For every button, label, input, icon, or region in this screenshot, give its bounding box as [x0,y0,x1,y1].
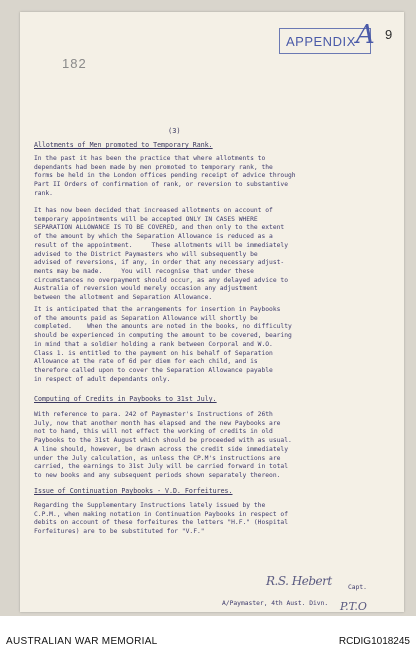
paragraph-allotments-1: In the past it has been the practice that where allotments to dependants had been made by men promoted to temporary rank, the forms be held in the London offices pending receipt of advice through Part II Orders of confirmation of rank, or reversion to substantive rank. [34,155,296,197]
paragraph-continuation-paybooks: Regarding the Supplementary Instructions lately issued by the C.P.M., when making notation in Continuation Paybooks in respect of debits on account of these forfeitures the letters "H.F." (Hospital Forfeitures) are to be substituted for "V.F." [34,502,289,536]
record-id: RCDIG1018245 [338,636,410,647]
paragraph-computing-credits: With reference to para. 242 of Paymaster's Instructions of 26th July, now that another month has elapsed and the new Paybooks are not to hand, this will not effect the working of credits in old Paybooks to the 31st August which should be proceeded with as usual. A line should, however, be drawn across the credit side immediately under the July calculation, as unless the CP.M's instructions are carried, the earnings to 31st July will be carried forward in total to new books and any subsequent periods shown separately thereon. [34,411,292,479]
page-number: 9 [385,27,393,42]
signature-office: A/Paymaster, 4th Aust. Divn. [222,600,329,607]
section-number: (3) [168,127,181,135]
handwritten-signature: R.S. Hebert [266,574,332,588]
archive-name: AUSTRALIAN WAR MEMORIAL [6,636,158,647]
paragraph-allotments-3: It is anticipated that the arrangements for insertion in Paybooks of the amounts paid as Separation Allowance will shortly be completed. When the amounts are noted in the books, no difficulty should be experienced in computing the amount to be covered, bearing in mind that a soldier holding a rank between Corporal and W.O. Class 1. is entitled to the payment on his behalf of Separation Allowance at the rate of 6d per diem for each child, and is therefore called upon to cover the Separation Allowance payable in respect of adult dependants only. [34,306,292,383]
section-heading-continuation-paybooks: Issue of Continuation Paybooks - V.D. Forfeitures. [34,487,233,495]
section-heading-computing-credits: Computing of Credits in Paybooks to 31st July. [34,395,217,403]
folio-number: 182 [62,56,87,71]
pto-note: P.T.O [340,600,367,613]
appendix-letter: A [356,20,375,50]
paragraph-allotments-2: It has now been decided that increased allotments on account of temporary appointments will be accepted ONLY IN CASES WHERE SEPARATION ALLOWANCE IS TO BE COVERED, and then only to the extent of the amount by which the Separation Allowance is reduced as a result of the appointment. These allotments will be immediately advised to the District Paymasters who will subsequently be advised of reversions, if any, in order that any necessary adjust- ments may be made. You will recognise that under these circumstances no overpayment should occur, as any delayed advice to Australia of reversion would merely occasion any adjustment between the allotment and Separation Allowance. [34,207,289,302]
section-heading-allotments: Allotments of Men promoted to Temporary Rank. [34,141,213,149]
signature-rank: Capt. [348,584,367,591]
appendix-label: APPENDIX [286,34,356,49]
